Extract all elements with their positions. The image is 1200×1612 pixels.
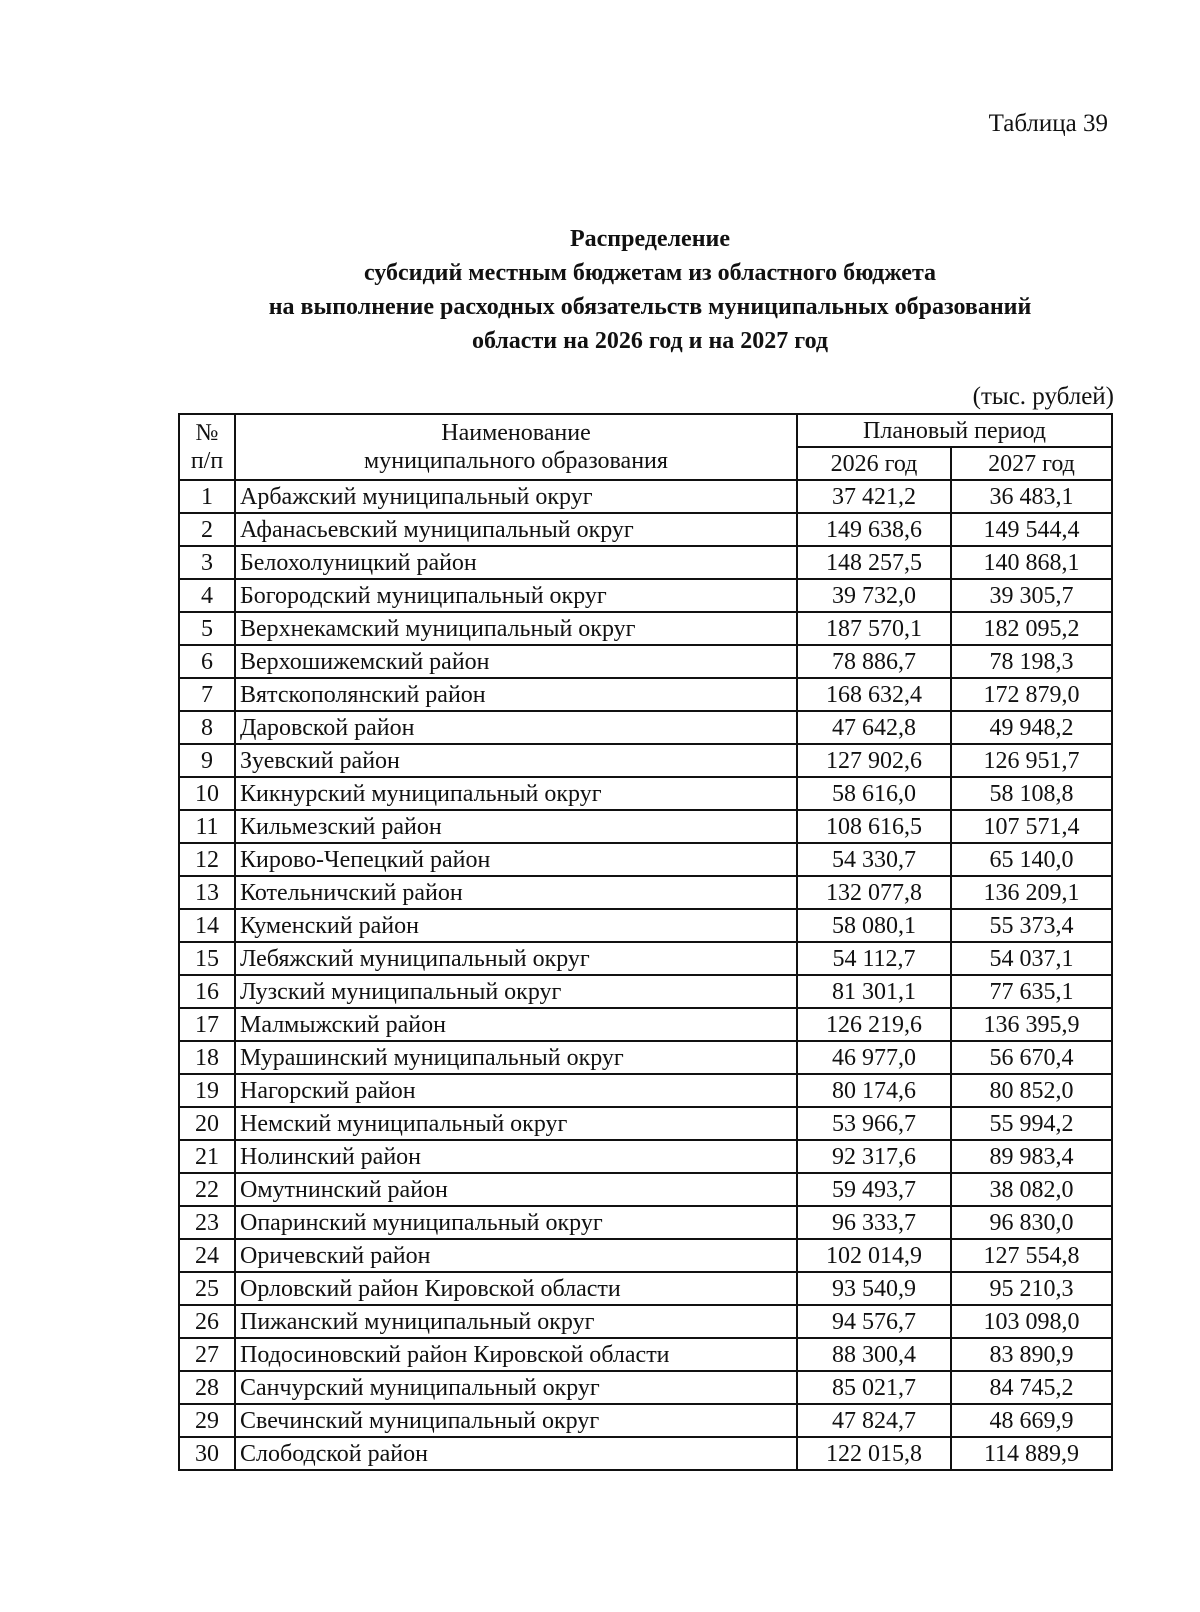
header-period: Плановый период (797, 414, 1112, 447)
row-number: 27 (179, 1338, 235, 1371)
row-number: 14 (179, 909, 235, 942)
municipality-name: Белохолуницкий район (235, 546, 797, 579)
header-number-line1: № (195, 420, 219, 446)
table-row (179, 1404, 1112, 1437)
value-2026: 54 330,7 (797, 843, 951, 876)
value-2027: 140 868,1 (951, 546, 1112, 579)
row-number: 26 (179, 1305, 235, 1338)
table-row (179, 480, 1112, 513)
value-2027: 95 210,3 (951, 1272, 1112, 1305)
value-2026: 92 317,6 (797, 1140, 951, 1173)
table-row (179, 876, 1112, 909)
municipality-name: Кильмезский район (235, 810, 797, 843)
table-body (179, 480, 1112, 1470)
value-2027: 84 745,2 (951, 1371, 1112, 1404)
value-2026: 78 886,7 (797, 645, 951, 678)
row-number: 9 (179, 744, 235, 777)
header-name-line1: Наименование (441, 420, 591, 446)
value-2027: 65 140,0 (951, 843, 1112, 876)
value-2026: 37 421,2 (797, 480, 951, 513)
row-number: 1 (179, 480, 235, 513)
title-line: субсидий местным бюджетам из областного бюджета (363, 260, 937, 286)
row-number: 16 (179, 975, 235, 1008)
value-2027: 39 305,7 (951, 579, 1112, 612)
table-row (179, 612, 1112, 645)
row-number: 30 (179, 1437, 235, 1470)
municipality-name: Котельничский район (235, 876, 797, 909)
municipality-name: Санчурский муниципальный округ (235, 1371, 797, 1404)
municipality-name: Орловский район Кировской области (235, 1272, 797, 1305)
row-number: 22 (179, 1173, 235, 1206)
value-2027: 89 983,4 (951, 1140, 1112, 1173)
value-2026: 53 966,7 (797, 1107, 951, 1140)
document-title (150, 222, 1150, 358)
value-2027: 107 571,4 (951, 810, 1112, 843)
value-2027: 96 830,0 (951, 1206, 1112, 1239)
table-row (179, 645, 1112, 678)
row-number: 12 (179, 843, 235, 876)
title-line: области на 2026 год и на 2027 год (471, 328, 829, 354)
municipality-name: Опаринский муниципальный округ (235, 1206, 797, 1239)
value-2027: 80 852,0 (951, 1074, 1112, 1107)
municipality-name: Верхошижемский район (235, 645, 797, 678)
value-2026: 108 616,5 (797, 810, 951, 843)
table-row (179, 1206, 1112, 1239)
value-2027: 149 544,4 (951, 513, 1112, 546)
table-row (179, 1140, 1112, 1173)
table-row (179, 810, 1112, 843)
value-2026: 58 080,1 (797, 909, 951, 942)
header-number (179, 414, 235, 480)
table-row (179, 1437, 1112, 1470)
value-2026: 80 174,6 (797, 1074, 951, 1107)
table-row (179, 513, 1112, 546)
table-row (179, 678, 1112, 711)
table-row (179, 1338, 1112, 1371)
value-2026: 39 732,0 (797, 579, 951, 612)
value-2027: 126 951,7 (951, 744, 1112, 777)
value-2026: 122 015,8 (797, 1437, 951, 1470)
table-row (179, 843, 1112, 876)
value-2027: 77 635,1 (951, 975, 1112, 1008)
table-row (179, 1173, 1112, 1206)
table-row (179, 1107, 1112, 1140)
row-number: 2 (179, 513, 235, 546)
value-2027: 36 483,1 (951, 480, 1112, 513)
table-row (179, 711, 1112, 744)
table-row (179, 744, 1112, 777)
value-2027: 172 879,0 (951, 678, 1112, 711)
row-number: 15 (179, 942, 235, 975)
value-2027: 182 095,2 (951, 612, 1112, 645)
municipality-name: Свечинский муниципальный округ (235, 1404, 797, 1437)
table-row (179, 909, 1112, 942)
value-2026: 148 257,5 (797, 546, 951, 579)
municipality-name: Мурашинский муниципальный округ (235, 1041, 797, 1074)
table-number: Таблица 39 (988, 110, 1108, 137)
municipality-name: Зуевский район (235, 744, 797, 777)
table-row (179, 579, 1112, 612)
value-2026: 81 301,1 (797, 975, 951, 1008)
value-2027: 48 669,9 (951, 1404, 1112, 1437)
value-2026: 187 570,1 (797, 612, 951, 645)
value-2026: 46 977,0 (797, 1041, 951, 1074)
value-2027: 136 209,1 (951, 876, 1112, 909)
table-row (179, 546, 1112, 579)
municipality-name: Лузский муниципальный округ (235, 975, 797, 1008)
value-2027: 78 198,3 (951, 645, 1112, 678)
value-2026: 94 576,7 (797, 1305, 951, 1338)
value-2027: 38 082,0 (951, 1173, 1112, 1206)
row-number: 21 (179, 1140, 235, 1173)
value-2027: 127 554,8 (951, 1239, 1112, 1272)
municipality-name: Кикнурский муниципальный округ (235, 777, 797, 810)
value-2026: 47 824,7 (797, 1404, 951, 1437)
value-2026: 47 642,8 (797, 711, 951, 744)
value-2027: 103 098,0 (951, 1305, 1112, 1338)
table-row (179, 1074, 1112, 1107)
municipality-name: Даровской район (235, 711, 797, 744)
municipality-name: Куменский район (235, 909, 797, 942)
municipality-name: Подосиновский район Кировской области (235, 1338, 797, 1371)
row-number: 5 (179, 612, 235, 645)
row-number: 3 (179, 546, 235, 579)
municipality-name: Вятскополянский район (235, 678, 797, 711)
value-2026: 58 616,0 (797, 777, 951, 810)
row-number: 29 (179, 1404, 235, 1437)
value-2026: 96 333,7 (797, 1206, 951, 1239)
municipality-name: Малмыжский район (235, 1008, 797, 1041)
municipality-name: Нагорский район (235, 1074, 797, 1107)
row-number: 18 (179, 1041, 235, 1074)
municipality-name: Оричевский район (235, 1239, 797, 1272)
municipality-name: Кирово-Чепецкий район (235, 843, 797, 876)
table-row (179, 1371, 1112, 1404)
row-number: 4 (179, 579, 235, 612)
row-number: 28 (179, 1371, 235, 1404)
header-name (235, 414, 797, 480)
value-2027: 83 890,9 (951, 1338, 1112, 1371)
value-2026: 54 112,7 (797, 942, 951, 975)
row-number: 20 (179, 1107, 235, 1140)
header-year-2026: 2026 год (797, 447, 951, 480)
value-2026: 132 077,8 (797, 876, 951, 909)
title-line: на выполнение расходных обязательств муниципальных образований (268, 294, 1032, 320)
value-2026: 59 493,7 (797, 1173, 951, 1206)
row-number: 17 (179, 1008, 235, 1041)
table-row (179, 1008, 1112, 1041)
table-row (179, 777, 1112, 810)
municipality-name: Слободской район (235, 1437, 797, 1470)
table-row (179, 1041, 1112, 1074)
row-number: 10 (179, 777, 235, 810)
municipality-name: Лебяжский муниципальный округ (235, 942, 797, 975)
header-number-line2: п/п (190, 448, 224, 474)
row-number: 11 (179, 810, 235, 843)
row-number: 24 (179, 1239, 235, 1272)
municipality-name: Нолинский район (235, 1140, 797, 1173)
table-row (179, 1239, 1112, 1272)
value-2027: 49 948,2 (951, 711, 1112, 744)
value-2026: 102 014,9 (797, 1239, 951, 1272)
row-number: 7 (179, 678, 235, 711)
row-number: 19 (179, 1074, 235, 1107)
subsidy-table (178, 413, 1113, 1471)
value-2026: 93 540,9 (797, 1272, 951, 1305)
value-2026: 127 902,6 (797, 744, 951, 777)
table-row (179, 1272, 1112, 1305)
table-row (179, 1305, 1112, 1338)
municipality-name: Немский муниципальный округ (235, 1107, 797, 1140)
units-label: (тыс. рублей) (972, 383, 1114, 410)
row-number: 13 (179, 876, 235, 909)
row-number: 6 (179, 645, 235, 678)
value-2027: 114 889,9 (951, 1437, 1112, 1470)
value-2027: 58 108,8 (951, 777, 1112, 810)
value-2027: 55 373,4 (951, 909, 1112, 942)
municipality-name: Богородский муниципальный округ (235, 579, 797, 612)
municipality-name: Афанасьевский муниципальный округ (235, 513, 797, 546)
municipality-name: Омутнинский район (235, 1173, 797, 1206)
value-2026: 88 300,4 (797, 1338, 951, 1371)
row-number: 25 (179, 1272, 235, 1305)
value-2027: 54 037,1 (951, 942, 1112, 975)
row-number: 8 (179, 711, 235, 744)
value-2026: 126 219,6 (797, 1008, 951, 1041)
value-2027: 56 670,4 (951, 1041, 1112, 1074)
municipality-name: Арбажский муниципальный округ (235, 480, 797, 513)
header-name-line2: муниципального образования (364, 448, 668, 474)
municipality-name: Пижанский муниципальный округ (235, 1305, 797, 1338)
header-year-2027: 2027 год (951, 447, 1112, 480)
table-row (179, 975, 1112, 1008)
title-line: Распределение (569, 226, 731, 252)
value-2027: 55 994,2 (951, 1107, 1112, 1140)
value-2026: 85 021,7 (797, 1371, 951, 1404)
value-2027: 136 395,9 (951, 1008, 1112, 1041)
value-2026: 149 638,6 (797, 513, 951, 546)
table-row (179, 942, 1112, 975)
value-2026: 168 632,4 (797, 678, 951, 711)
municipality-name: Верхнекамский муниципальный округ (235, 612, 797, 645)
row-number: 23 (179, 1206, 235, 1239)
